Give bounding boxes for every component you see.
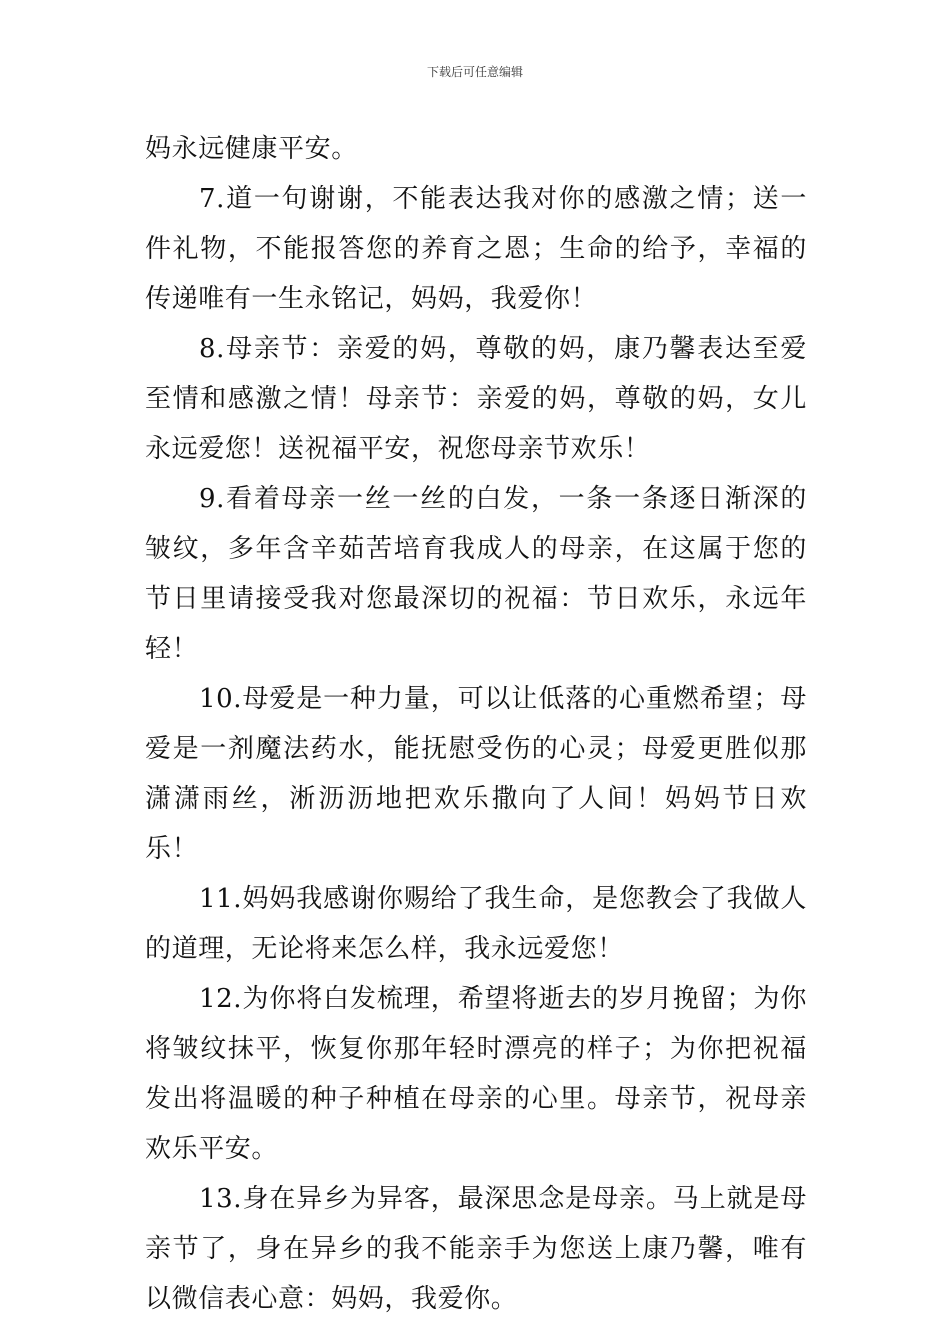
paragraph-continuation: 妈永远健康平安。: [145, 134, 358, 164]
paragraph-item-13: 13.身在异乡为异客，最深思念是母亲。马上就是母亲节了，身在异乡的我不能亲手为您送上康乃馨，唯有以微信表心意：妈妈，我爱你。: [145, 1184, 807, 1314]
paragraph-item-7: 7.道一句谢谢，不能表达我对你的感激之情；送一件礼物，不能报答您的养育之恩；生命的给予，幸福的传递唯有一生永铭记，妈妈，我爱你！: [145, 184, 807, 314]
paragraph-item-11: 11.妈妈我感谢你赐给了我生命，是您教会了我做人的道理，无论将来怎么样，我永远爱您！: [145, 884, 807, 964]
paragraph-item-8: 8.母亲节：亲爱的妈，尊敬的妈，康乃馨表达至爱至情和感激之情！母亲节：亲爱的妈，尊敬的妈，女儿永远爱您！送祝福平安，祝您母亲节欢乐！: [145, 334, 807, 464]
page-header: 下载后可任意编辑: [426, 65, 523, 79]
paragraph-item-9: 9.看着母亲一丝一丝的白发，一条一条逐日渐深的皱纹，多年含辛茹苦培育我成人的母亲，在这属于您的节日里请接受我对您最深切的祝福：节日欢乐，永远年轻！: [145, 484, 807, 664]
document-body: [145, 124, 807, 1324]
paragraph-item-12: 12.为你将白发梳理，希望将逝去的岁月挽留；为你将皱纹抹平，恢复你那年轻时漂亮的样子；为你把祝福发出将温暖的种子种植在母亲的心里。母亲节，祝母亲欢乐平安。: [145, 984, 807, 1164]
paragraph-item-10: 10.母爱是一种力量，可以让低落的心重燃希望；母爱是一剂魔法药水，能抚慰受伤的心灵；母爱更胜似那潇潇雨丝，淅沥沥地把欢乐撒向了人间！妈妈节日欢乐！: [145, 684, 807, 864]
